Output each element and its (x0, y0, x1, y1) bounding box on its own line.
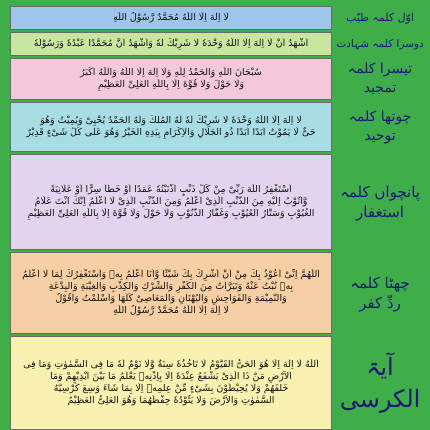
label-text: دوسرا کلمہ شہادت (336, 37, 424, 50)
arabic-line: اَشْهَدُ اَنْ لَّا اِلٰهَ اِلَّا اللّٰهُ وَحْدَهٗ لَا شَرِیْكَ لَهٗ وَاَشْهَدُ اَنَّ مُحَمَّدًا عَبْدُهٗ وَرَسُوْلُهٗ (33, 38, 309, 49)
arabic-text-column (10, 6, 332, 430)
kalima-3-label (336, 58, 424, 100)
ayat-ul-kursi-text-band (10, 336, 332, 430)
label-text: آیۃ (366, 352, 394, 381)
ayat-ul-kursi-label (336, 336, 424, 430)
arabic-line: الْاَرْضِ مَنْ ذَا الَّذِیْ یَشْفَعُ عِنْدَهٗ اِلَّا بِاِذْنِهٖ یَعْلَمُ مَا بَیْنَ اَیْدِیْهِمْ وَمَا (50, 371, 292, 382)
kalima-6-text-band (10, 252, 332, 334)
kalima-2-text-band (10, 32, 332, 56)
kalima-1-label (336, 6, 424, 30)
arabic-line: السَّمٰوٰتِ وَالْاَرْضَ وَلَا یَئُوْدُهٗ حِفْظُهُمَا وَهُوَ الْعَلِیُّ الْعَظِیْمُ (67, 395, 275, 406)
label-text: الکرسی (339, 385, 421, 413)
arabic-line: وَالنَّمِیْمَةِ وَالْفَوَاحِشِ وَالْبُهْتَانِ وَالْمَعَاصِیْ كُلِّهَا وَاَسْلَمْتُ وَاَقُوْلُ (55, 293, 287, 304)
label-text: توحید (364, 128, 396, 144)
kalima-6-label (336, 252, 424, 334)
label-text: تیسرا کلمہ (347, 61, 413, 78)
arabic-line: اَللّٰهُ لَا اِلٰهَ اِلَّا هُوَ الْحَیُّ الْقَیُّوْمُ لَا تَاْخُذُهٗ سِنَةٌ وَّلَا نَوْمٌ لَهٗ مَا فِی السَّمٰوٰتِ وَمَا فِی (23, 359, 319, 370)
kalima-4-text-band (10, 102, 332, 152)
label-text: چھٹا کلمہ (350, 273, 410, 292)
arabic-line: وَلَا حَوْلَ وَلَا قُوَّةَ اِلَّا بِاللّٰهِ الْعَلِیِّ الْعَظِیْمِ (97, 79, 245, 90)
arabic-line: اَسْتَغْفِرُ اللّٰهَ رَبِّیْ مِنْ كُلِّ ذَنْبٍ اَذْنَبْتُهٗ عَمَدًا اَوْ خَطَاً سِرًّا اَوْ عَلَانِیَةً (50, 184, 292, 195)
arabic-line: وَّاَتُوْبُ اِلَیْهِ مِنَ الذَّنْبِ الَّذِیْ اَعْلَمُ وَمِنَ الذَّنْبِ الَّذِیْ لَا اَعْلَمُ اِنَّكَ اَنْتَ عَلَّامُ (34, 196, 308, 207)
kalima-3-text-band (10, 58, 332, 100)
arabic-line: اَللّٰهُمَّ اِنِّیْ اَعُوْذُ بِكَ مِنْ اَنْ اُشْرِكَ بِكَ شَیْئًا وَّاَنَا اَعْلَمُ بِهٖ وَاَسْتَغْفِرُكَ لِمَا لَا اَعْلَمُ (22, 269, 320, 280)
label-text: تمجید (363, 80, 397, 96)
label-text: اوّل کلمہ طیّب (346, 10, 414, 24)
label-text: چوتھا کلمہ (348, 109, 412, 126)
kalima-1-text-band (10, 6, 332, 30)
label-text: ردِّ کفر (359, 294, 401, 312)
arabic-line: بِهٖ تُبْتُ عَنْهُ وَتَبَرَّاْتُ مِنَ الْكُفْرِ وَالشِّرْكِ وَالْكِذْبِ وَالْغِیْبَةِ وَالْبِدْعَةِ (48, 281, 294, 292)
kalima-2-label (336, 32, 424, 56)
arabic-line: لَا اِلٰهَ اِلَّا اللّٰهُ مُحَمَّدٌ رَّسُوْلُ اللّٰهِ (113, 305, 229, 316)
label-text: پانچواں کلمہ (340, 182, 420, 201)
urdu-label-column (336, 6, 424, 430)
label-text: استغفار (356, 203, 404, 221)
kalima-5-text-band (10, 154, 332, 250)
arabic-line: حَیٌّ لَّا یَمُوْتُ اَبَدًا اَبَدًا ذُو الْجَلَالِ وَالْاِكْرَامِ بِیَدِهِ الْخَیْرُ وَهُوَ عَلٰی كُلِّ شَیْءٍ قَدِیْرٌ (26, 127, 316, 138)
arabic-line: الْغُیُوْبِ وَسَتَّارُ الْعُیُوْبِ وَغَفَّارُ الذُّنُوْبِ وَلَا حَوْلَ وَلَا قُوَّةَ اِلَّا بِاللّٰهِ الْعَلِیِّ الْعَظِیْمِ (27, 208, 315, 219)
arabic-line: لَا اِلٰهَ اِلَّا اللّٰهُ وَحْدَهٗ لَا شَرِیْكَ لَهٗ لَهُ الْمُلْكُ وَلَهُ الْحَمْدُ یُحْیِیْ وَیُمِیْتُ وَهُوَ (40, 115, 302, 126)
kalima-5-label (336, 154, 424, 250)
arabic-line: سُبْحَانَ اللّٰهِ وَالْحَمْدُ لِلّٰهِ وَلَا اِلٰهَ اِلَّا اللّٰهُ وَاللّٰهُ اَكْبَرُ (80, 67, 262, 78)
arabic-line: لَا اِلٰهَ اِلَّا اللّٰهُ مُحَمَّدٌ رَّسُوْلُ اللّٰهِ (113, 12, 229, 23)
arabic-line: خَلْفَهُمْ وَلَا یُحِیْطُوْنَ بِشَیْءٍ مِّنْ عِلْمِهٖ اِلَّا بِمَا شَآءَ وَسِعَ كُرْسِیُّهُ (53, 383, 289, 394)
kalima-4-label (336, 102, 424, 152)
